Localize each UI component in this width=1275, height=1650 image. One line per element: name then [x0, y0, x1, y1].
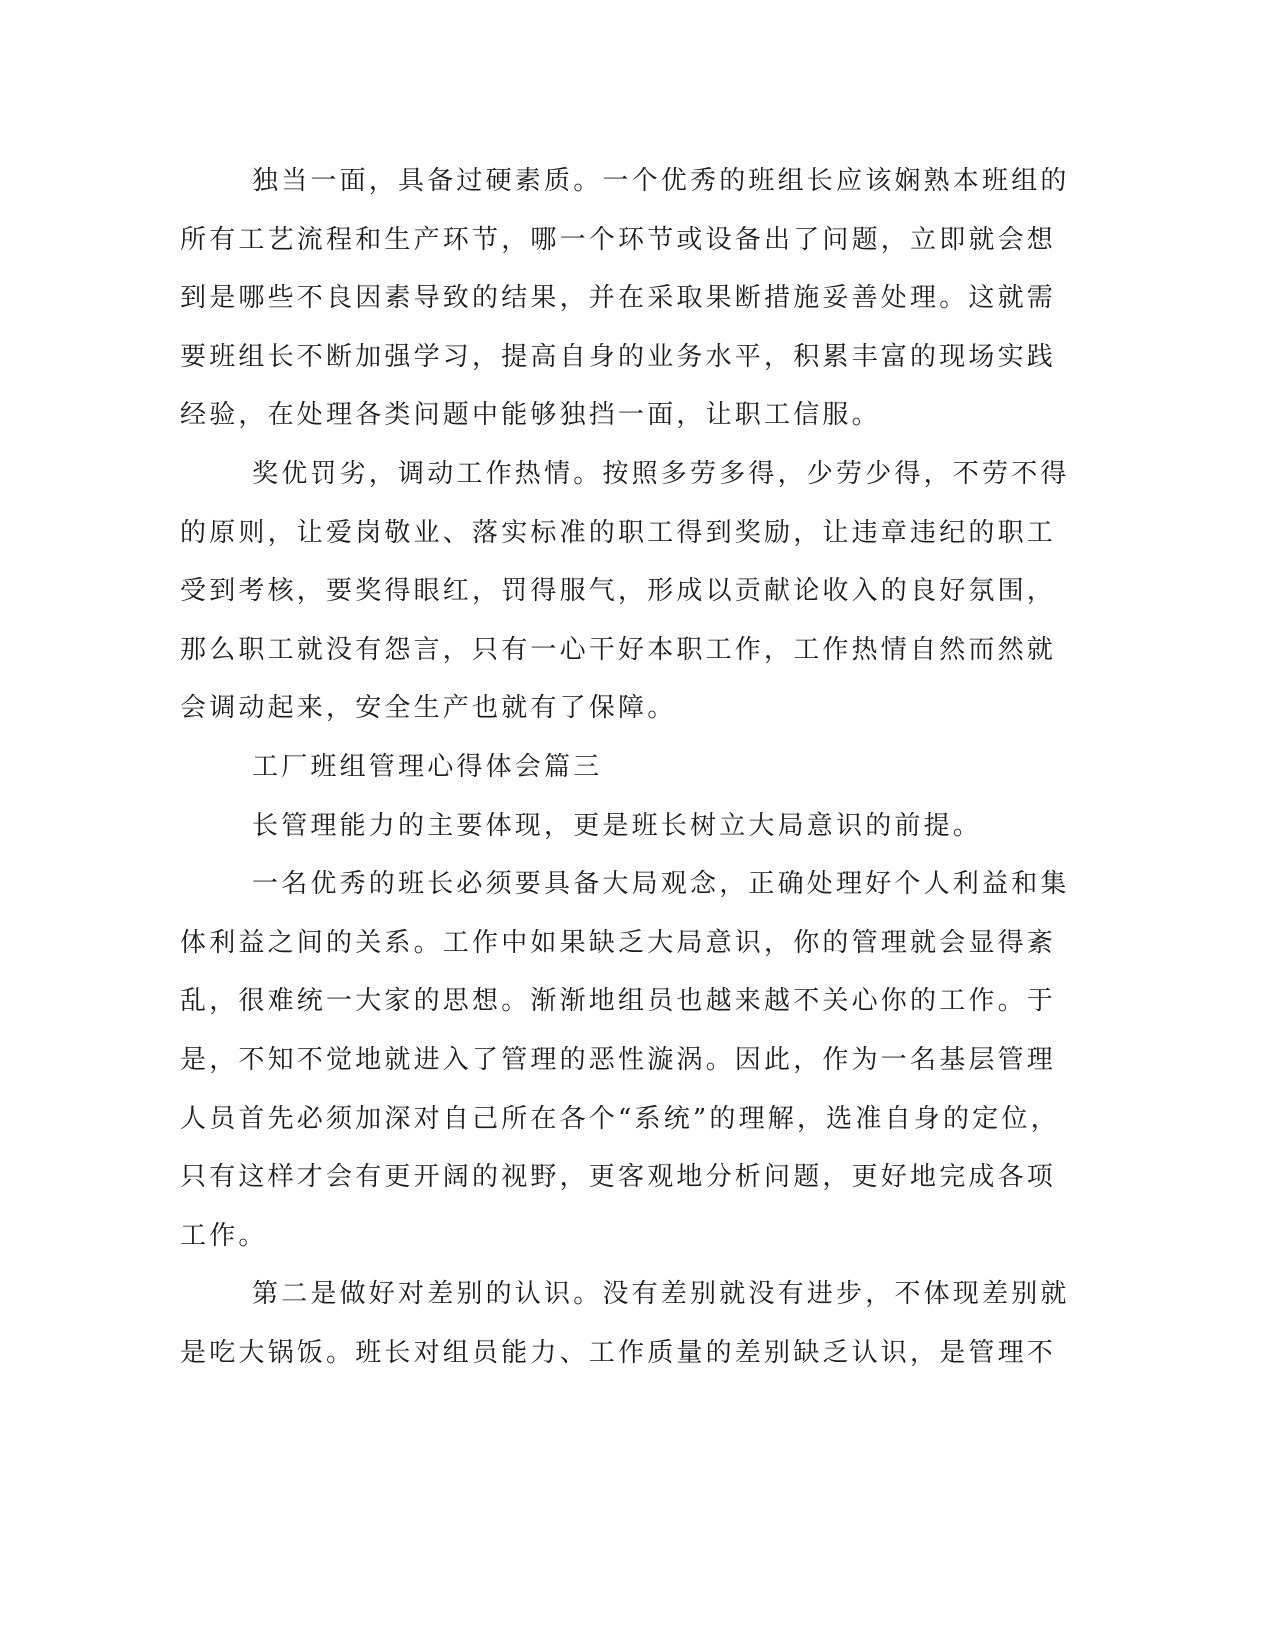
- text-line: 第二是做好对差别的认识。没有差别就没有进步，不体现差别就: [252, 1279, 1070, 1310]
- text-line: 体利益之间的关系。工作中如果缺乏大局意识，你的管理就会显得紊: [180, 927, 1057, 958]
- text-line: 人员首先必须加深对自己所在各个“系统”的理解，选准自身的定位，: [180, 1103, 1060, 1134]
- text-line: 一名优秀的班长必须要具备大局观念，正确处理好个人利益和集: [252, 869, 1070, 900]
- text-line: 工作。: [180, 1220, 268, 1251]
- text-line: 乱，很难统一大家的思想。渐渐地组员也越来越不关心你的工作。于: [180, 986, 1057, 1017]
- text-line: 只有这样才会有更开阔的视野，更客观地分析问题，更好地完成各项: [180, 1162, 1057, 1193]
- section-heading: 工厂班组管理心得体会篇三: [252, 751, 603, 782]
- document-page: [180, 152, 1070, 1382]
- text-line: 独当一面，具备过硬素质。一个优秀的班组长应该娴熟本班组的: [252, 166, 1070, 196]
- text-line: 受到考核，要奖得眼红，罚得服气，形成以贡献论收入的良好氛围，: [180, 576, 1057, 607]
- text-line: 到是哪些不良因素导致的结果，并在采取果断措施妥善处理。这就需: [180, 283, 1057, 314]
- text-line: 的原则，让爱岗敬业、落实标准的职工得到奖励，让违章违纪的职工: [180, 517, 1057, 548]
- text-line: 长管理能力的主要体现，更是班长树立大局意识的前提。: [252, 810, 983, 841]
- text-line: 是，不知不觉地就进入了管理的恶性漩涡。因此，作为一名基层管理: [180, 1044, 1057, 1075]
- text-line: 经验，在处理各类问题中能够独挡一面，让职工信服。: [180, 400, 881, 431]
- text-line: 是吃大锅饭。班长对组员能力、工作质量的差别缺乏认识，是管理不: [180, 1337, 1057, 1368]
- text-line: 奖优罚劣，调动工作热情。按照多劳多得，少劳少得，不劳不得: [252, 458, 1070, 489]
- text-line: 会调动起来，安全生产也就有了保障。: [180, 693, 677, 724]
- text-line: 要班组长不断加强学习，提高自身的业务水平，积累丰富的现场实践: [180, 341, 1057, 372]
- text-line: 所有工艺流程和生产环节，哪一个环节或设备出了问题，立即就会想: [180, 224, 1057, 255]
- text-line: 那么职工就没有怨言，只有一心干好本职工作，工作热情自然而然就: [180, 634, 1057, 665]
